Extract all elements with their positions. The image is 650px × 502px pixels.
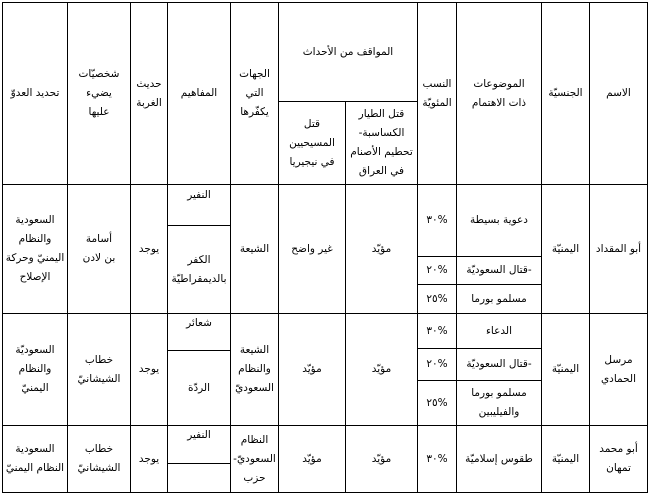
- table-row-1-topic-3: مسلمو بورما: [471, 292, 527, 305]
- table-row-3-position-iraq: مؤيّد: [371, 452, 392, 465]
- header-name: الاسم: [606, 87, 631, 99]
- table-row-2-concept-2: الردّة: [187, 381, 211, 394]
- table-row-1-concept-2: الكفر بالديمقراطيّة: [171, 253, 227, 285]
- table-row-3-topic-1: طقوس إسلاميّة: [465, 452, 533, 465]
- header-disbelieved: الجهات التي يكفّرها: [239, 68, 270, 118]
- table-row-1-percent-1: ٣٠%: [426, 214, 448, 226]
- header-position-iraq: قتل الطيار الكساسبة- تحطيم الأصنام في العراق: [350, 108, 413, 177]
- header-nationality: الجنسيّة: [548, 87, 583, 99]
- table-row-3-concept-1: النفير: [187, 429, 211, 441]
- table-row-3-figures: خطاب الشيشانيّ: [77, 443, 121, 474]
- table-row-3-enemy: السعودية النظام اليمنيّ: [5, 443, 65, 474]
- table-border-bottom: [2, 492, 648, 493]
- table-row-2-percent-1: ٣٠%: [426, 324, 448, 337]
- table-row-1-figures: أسامة بن لادن: [82, 233, 116, 264]
- table-row-1-position-iraq: مؤيّد: [371, 242, 392, 255]
- table-row-2-position-nigeria: مؤيّد: [302, 363, 322, 375]
- table-row-2-topic-3: مسلمو بورما والفيليبين: [471, 387, 527, 418]
- table-row-3-percent-1: ٣٠%: [426, 452, 448, 465]
- table-row-2-percent-2: ٢٠%: [426, 358, 448, 370]
- table-row-1-concept-1: النفير: [187, 189, 211, 201]
- concept-subline: [167, 463, 230, 464]
- table-row-3-name: أبو محمد تمهان: [599, 443, 638, 474]
- table-row-1-nationality: اليمنيّة: [551, 242, 580, 255]
- header-enemy: تحديد العدوّ: [10, 87, 60, 99]
- table-row-2-west-talk: يوجد: [138, 363, 160, 375]
- table-row-2-topic-2: قتال السعوديّة-: [466, 358, 532, 370]
- table-row-1-topic-1: دعوية بسيطة: [470, 214, 528, 226]
- header-topics: الموضوعات ذات الاهتمام: [471, 77, 527, 109]
- table-row-2-topic-1: الدعاء: [485, 324, 513, 337]
- header-percentages: النسب المئويّة: [422, 77, 452, 109]
- table-row-2-position-iraq: مؤيّد: [371, 363, 392, 375]
- table-row-3-disbelieved: النظام السعوديّ- حزب: [233, 433, 276, 484]
- table-row-2-nationality: اليمنيّة: [551, 363, 580, 375]
- table-row-3-nationality: اليمنيّة: [551, 452, 580, 465]
- table-row-1-enemy: السعودية والنظام اليمنيّ وحركة الإصلاح: [5, 214, 65, 283]
- table-row-1-name: أبو المقداد: [595, 242, 642, 255]
- table-row-2-concept-1: شعائر: [186, 317, 212, 329]
- table-row-1-percent-3: ٢٥%: [426, 292, 448, 305]
- header-west-talk: حديث الغربة: [136, 77, 162, 109]
- table-row-1-disbelieved: الشيعة: [239, 242, 270, 255]
- table-row-1-percent-2: ٢٠%: [426, 264, 448, 276]
- header-concepts: المفاهيم: [180, 87, 218, 99]
- table-row-1-west-talk: يوجد: [138, 242, 160, 255]
- table-row-2-disbelieved: الشيعة والنظام السعوديّ: [235, 344, 274, 394]
- table-row-2-name: مرسل الحمادي: [600, 353, 637, 385]
- table-border-right: [647, 2, 648, 493]
- table-row-1-topic-2: قتال السعوديّة-: [466, 264, 532, 276]
- header-figures: شخصيّات يضيء عليها: [78, 68, 120, 118]
- header-position-nigeria: قتل المسيحيين في نيجيريا: [289, 117, 335, 168]
- table-row-2-percent-3: ٢٥%: [426, 396, 448, 409]
- table-row-3-position-nigeria: مؤيّد: [302, 452, 322, 465]
- table-row-3-west-talk: يوجد: [138, 452, 160, 465]
- header-positions-title: المواقف من الأحداث: [302, 45, 394, 58]
- table-row-2-enemy: السعوديّة والنظام اليمنيّ: [15, 344, 55, 394]
- table-row-1-position-nigeria: غير واضح: [291, 242, 333, 255]
- table-row-2-figures: خطاب الشيشانيّ: [77, 353, 121, 385]
